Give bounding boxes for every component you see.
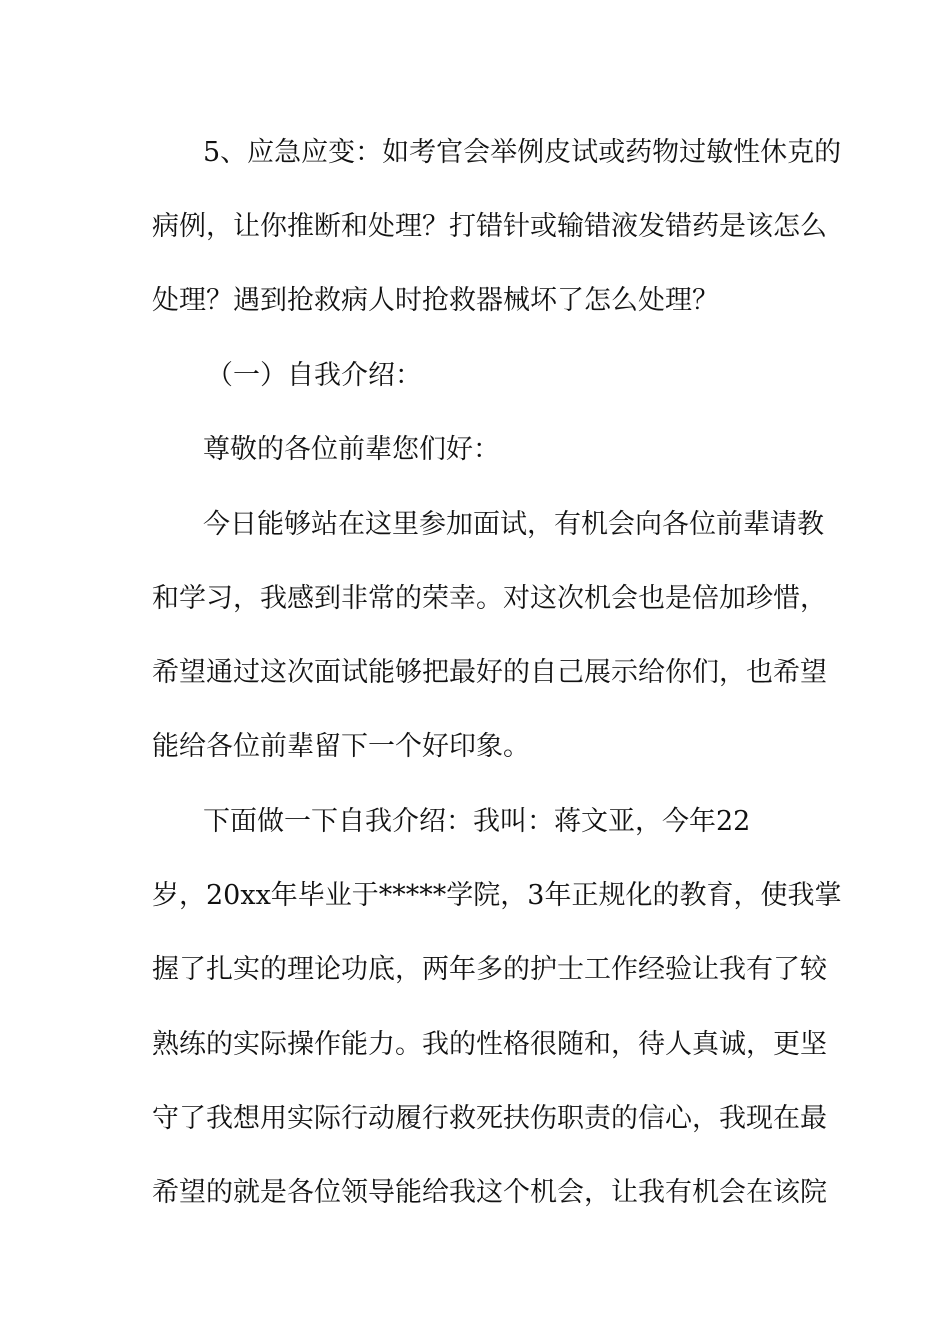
paragraph-line: 岁，20xx年毕业于*****学院，3年正规化的教育，使我掌 xyxy=(152,880,842,911)
paragraph-line: 希望的就是各位领导能给我这个机会，让我有机会在该院 xyxy=(152,1177,827,1208)
paragraph-line: 5、应急应变：如考官会举例皮试或药物过敏性休克的 xyxy=(203,137,842,168)
paragraph-line: 能给各位前辈留下一个好印象。 xyxy=(152,731,530,762)
paragraph-line: 熟练的实际操作能力。我的性格很随和，待人真诚，更坚 xyxy=(152,1029,827,1060)
paragraph-line: 和学习，我感到非常的荣幸。对这次机会也是倍加珍惜， xyxy=(152,583,827,614)
paragraph-line: 下面做一下自我介绍：我叫：蒋文亚，今年22 xyxy=(203,806,751,837)
paragraph-line: 希望通过这次面试能够把最好的自己展示给你们，也希望 xyxy=(152,657,827,688)
paragraph-line: 病例，让你推断和处理？打错针或输错液发错药是该怎么 xyxy=(152,211,827,242)
paragraph-line: 握了扎实的理论功底，两年多的护士工作经验让我有了较 xyxy=(152,954,827,985)
salutation-line: 尊敬的各位前辈您们好： xyxy=(203,434,500,465)
paragraph-line: 守了我想用实际行动履行救死扶伤职责的信心，我现在最 xyxy=(152,1103,827,1134)
paragraph-line: 今日能够站在这里参加面试，有机会向各位前辈请教 xyxy=(203,509,824,540)
section-heading: （一）自我介绍： xyxy=(206,360,422,391)
paragraph-line: 处理？遇到抢救病人时抢救器械坏了怎么处理？ xyxy=(152,285,719,316)
